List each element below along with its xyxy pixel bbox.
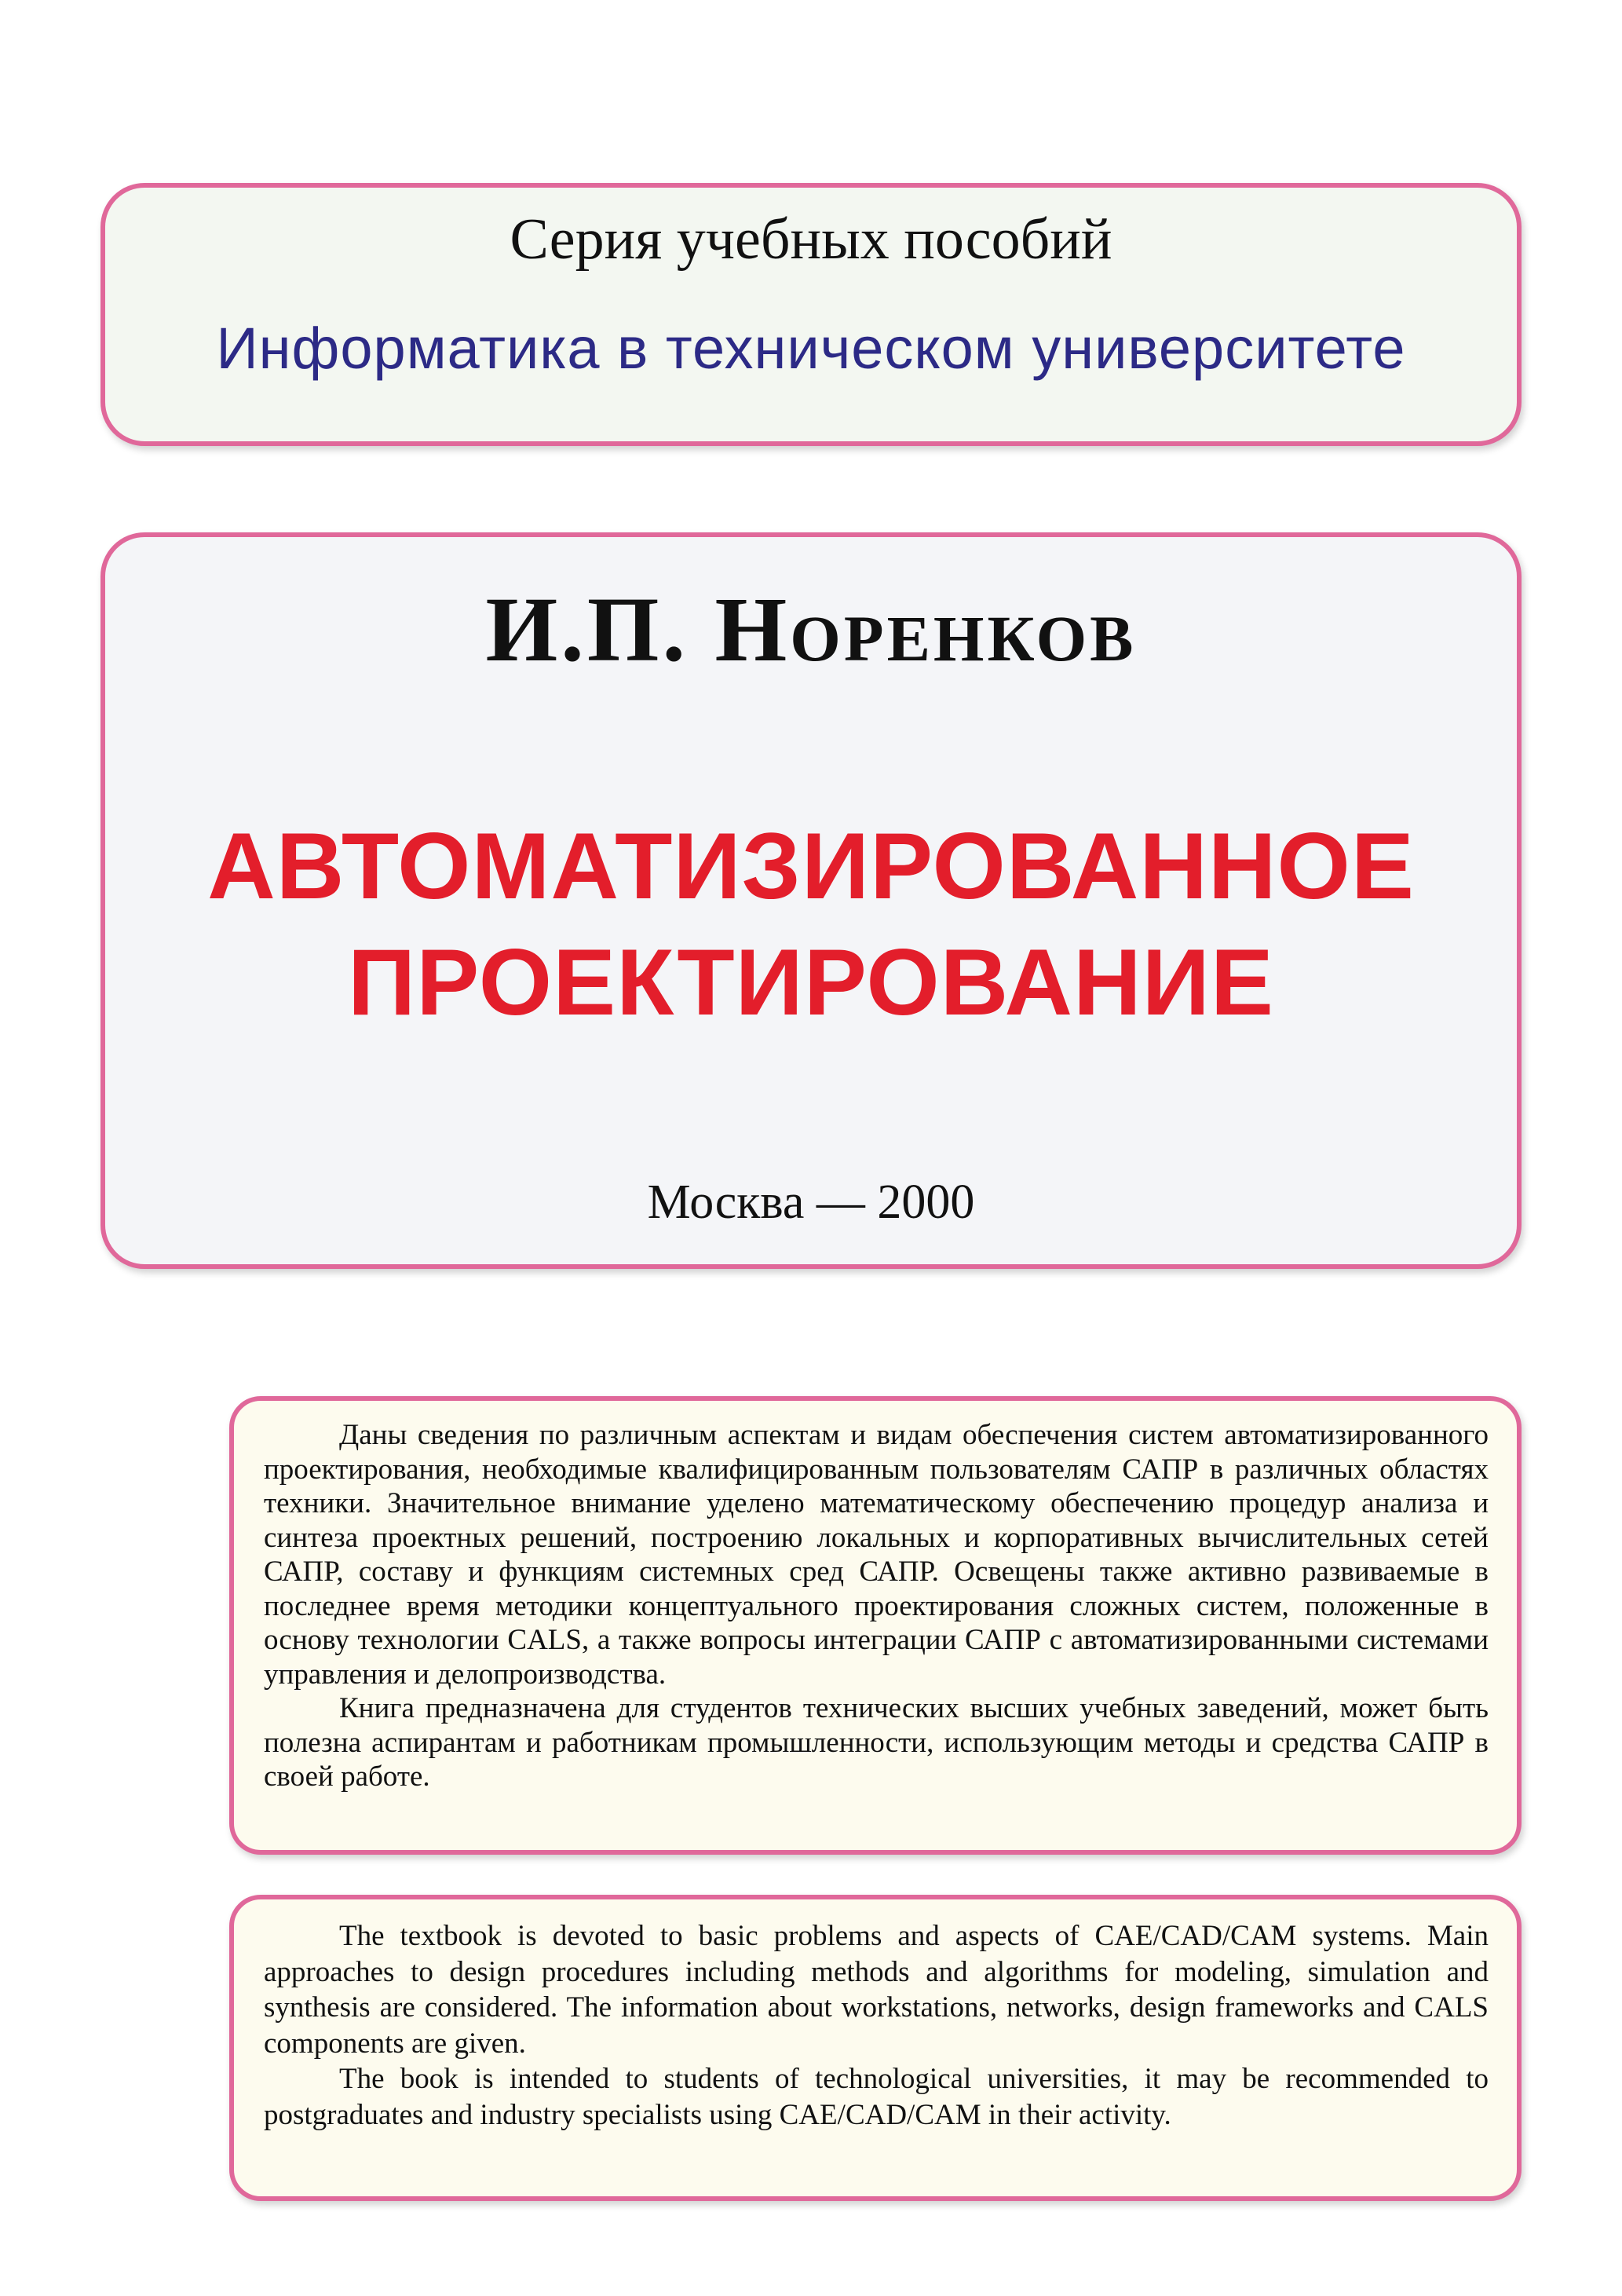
series-name: Информатика в техническом университете <box>216 316 1406 381</box>
abstract-ru-paragraph-2: Книга предназначена для студентов технических высших учебных заведений, может быть полезна аспирантам и работникам промышленности, использующим методы и средства САПР в своей работе. <box>264 1692 1489 1793</box>
abstract-en-paragraph-1: The textbook is devoted to basic problems and aspects of CAE/CAD/CAM systems. Main approaches to design procedures including methods and algorithms for modeling, simulation and synthesis are considered. The information about workstations, networks, design frameworks and CALS components are given. <box>264 1920 1489 2060</box>
book-title <box>105 808 1517 1040</box>
title-box <box>100 532 1522 1269</box>
imprint: Москва — 2000 <box>647 1175 975 1229</box>
abstract-en-paragraph-2: The book is intended to students of technological universities, it may be recommended to postgraduates and industry specialists using CAE/CAD/CAM in their activity. <box>264 2063 1489 2131</box>
abstract-russian <box>229 1396 1522 1855</box>
abstract-english <box>229 1895 1522 2201</box>
author-name: И.П. Норенков <box>485 578 1137 681</box>
series-box <box>100 183 1522 446</box>
series-label: Серия учебных пособий <box>510 207 1112 272</box>
abstract-ru-paragraph-1: Даны сведения по различным аспектам и видам обеспечения систем автоматизированного проектирования, необходимые квалифицированным пользователям САПР в различных областях техники. Значительное внимание уделено математическому обеспечению процедур анализа и синтеза проектных решений, построению локальных и корпоративных вычислительных сетей САПР, составу и функциям системных сред САПР. Освещены также активно развиваемые в последнее время методики концептуального проектирования сложных систем, положенные в основу технологии CALS, а также вопросы интеграции САПР с автоматизированными системами управления и делопроизводства. <box>264 1419 1489 1691</box>
book-title-line-1: АВТОМАТИЗИРОВАННОЕ <box>207 813 1415 919</box>
book-title-line-2: ПРОЕКТИРОВАНИЕ <box>348 930 1274 1035</box>
